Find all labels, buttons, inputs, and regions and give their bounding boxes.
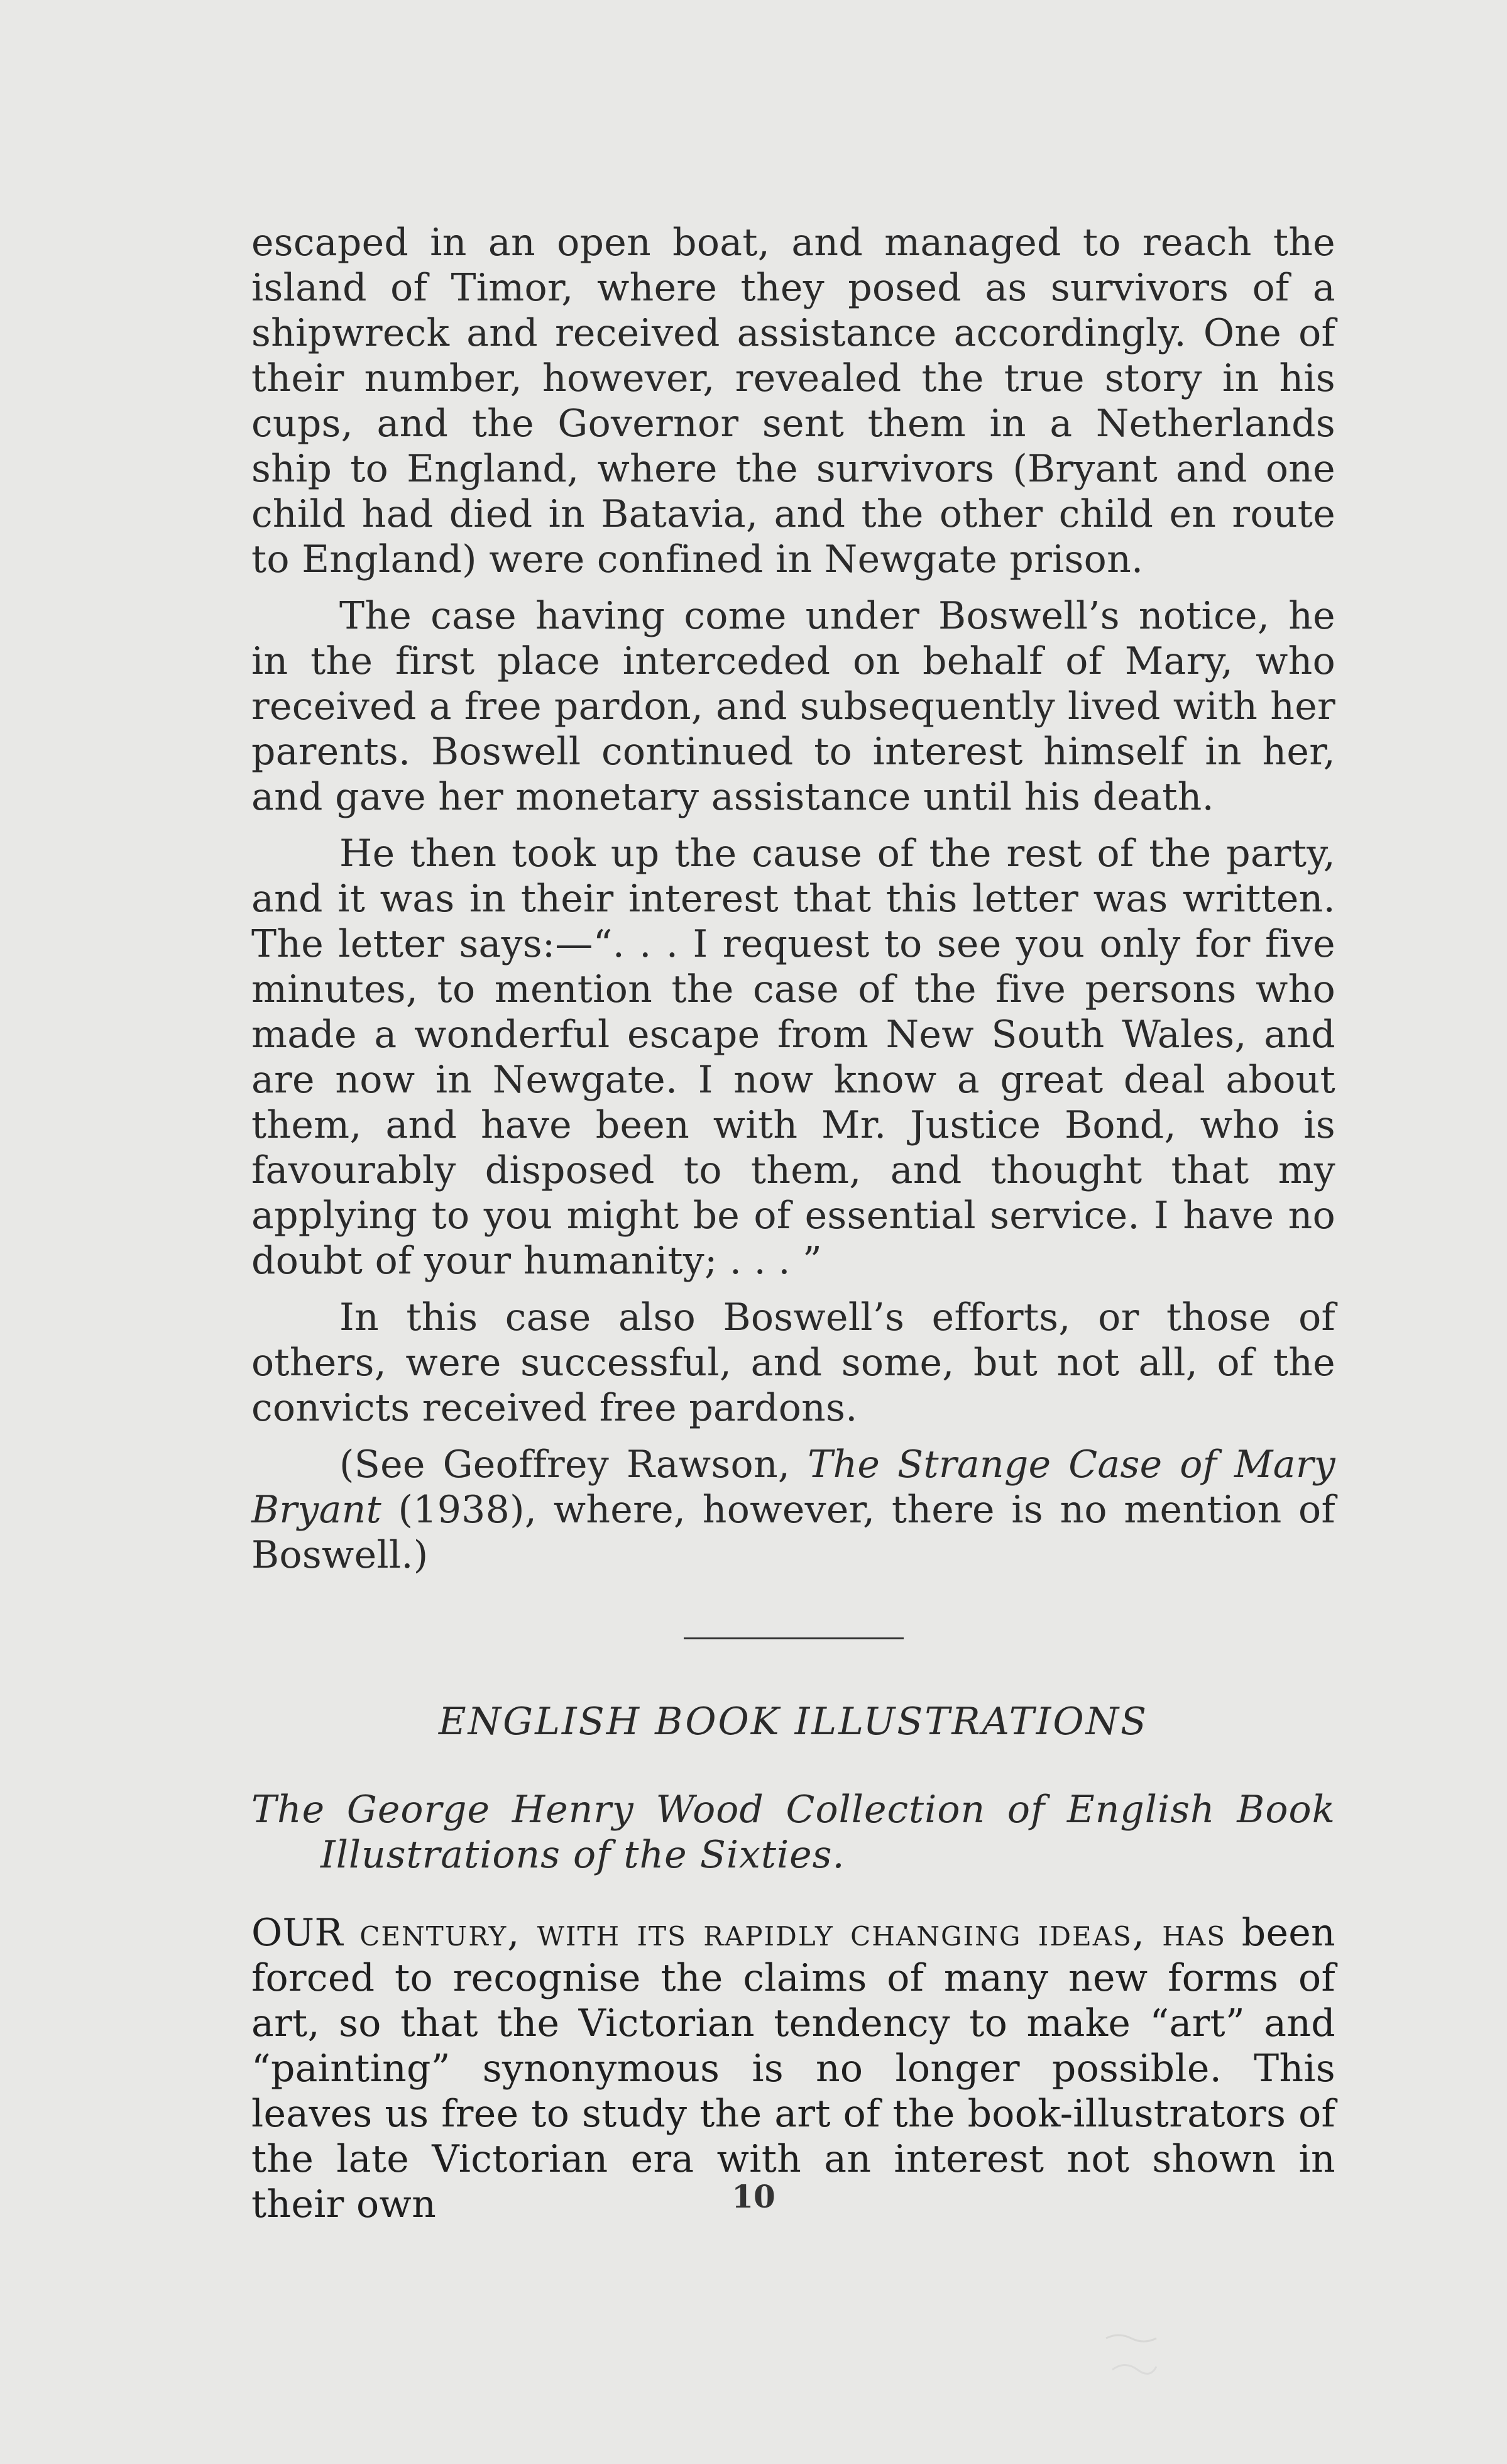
page-body bbox=[251, 220, 1335, 2238]
paragraph-boswell-notice: The case having come under Boswell’s notice, he in the first place interceded on behalf of Mary, who received a free pardon, and subsequently lived with her parents. Boswell continued to interest himself in her, and gave her monetary assistance until his death. bbox=[251, 594, 1335, 819]
lead-smallcaps: century, with its rapidly changing ideas, has bbox=[342, 1911, 1227, 1955]
citation-prefix: (See Geoffrey Rawson, bbox=[339, 1443, 808, 1487]
section-subtitle: The George Henry Wood Collection of English Book Illustrations of the Sixties. bbox=[251, 1788, 1335, 1877]
page-number: 10 bbox=[732, 2178, 775, 2215]
lead-dropword: OUR bbox=[251, 1911, 343, 1955]
faint-stamp-mark bbox=[1093, 2313, 1219, 2401]
paragraph-citation bbox=[251, 1442, 1335, 1578]
paragraph-escape: escaped in an open boat, and managed to reach the island of Timor, where they posed as survivors of a shipwreck and received assistance accordingly. One of their number, however, revealed the true story in his cups, and the Governor sent them in a Netherlands ship to England, where the survivors (Bryant and one child had died in Batavia, and the other child en route to England) were confined in Newgate prison. bbox=[251, 221, 1335, 581]
section-divider bbox=[684, 1637, 904, 1639]
lead-rest: been forced to recognise the claims of many new forms of art, so that the Victorian tendency to make “art” and “painting” synonymous is no longer possible. This leaves us free to study the art of the book-illustrators of the late Victorian era with an interest not shown in their own bbox=[251, 1911, 1335, 2226]
citation-suffix: (1938), where, however, there is no mention of Boswell.) bbox=[251, 1488, 1335, 1577]
paragraph-pardons: In this case also Boswell’s efforts, or those of others, were successful, and some, but not all, of the convicts received free pardons. bbox=[251, 1295, 1335, 1430]
paragraph-letter: He then took up the cause of the rest of the party, and it was in their interest that this letter was written. The letter says:—“. . . I request to see you only for five minutes, to mention the case of the five persons who made a wonderful escape from New South Wales, and are now in Newgate. I now know a great deal about them, and have been with Mr. Justice Bond, who is favourably disposed to them, and thought that my applying to you might be of essential service. I have no doubt of your humanity; . . . ” bbox=[251, 832, 1335, 1283]
citation-title: The Strange Case of Mary Bryant bbox=[251, 1443, 1336, 1532]
section-title: ENGLISH BOOK ILLUSTRATIONS bbox=[438, 1700, 1149, 1744]
